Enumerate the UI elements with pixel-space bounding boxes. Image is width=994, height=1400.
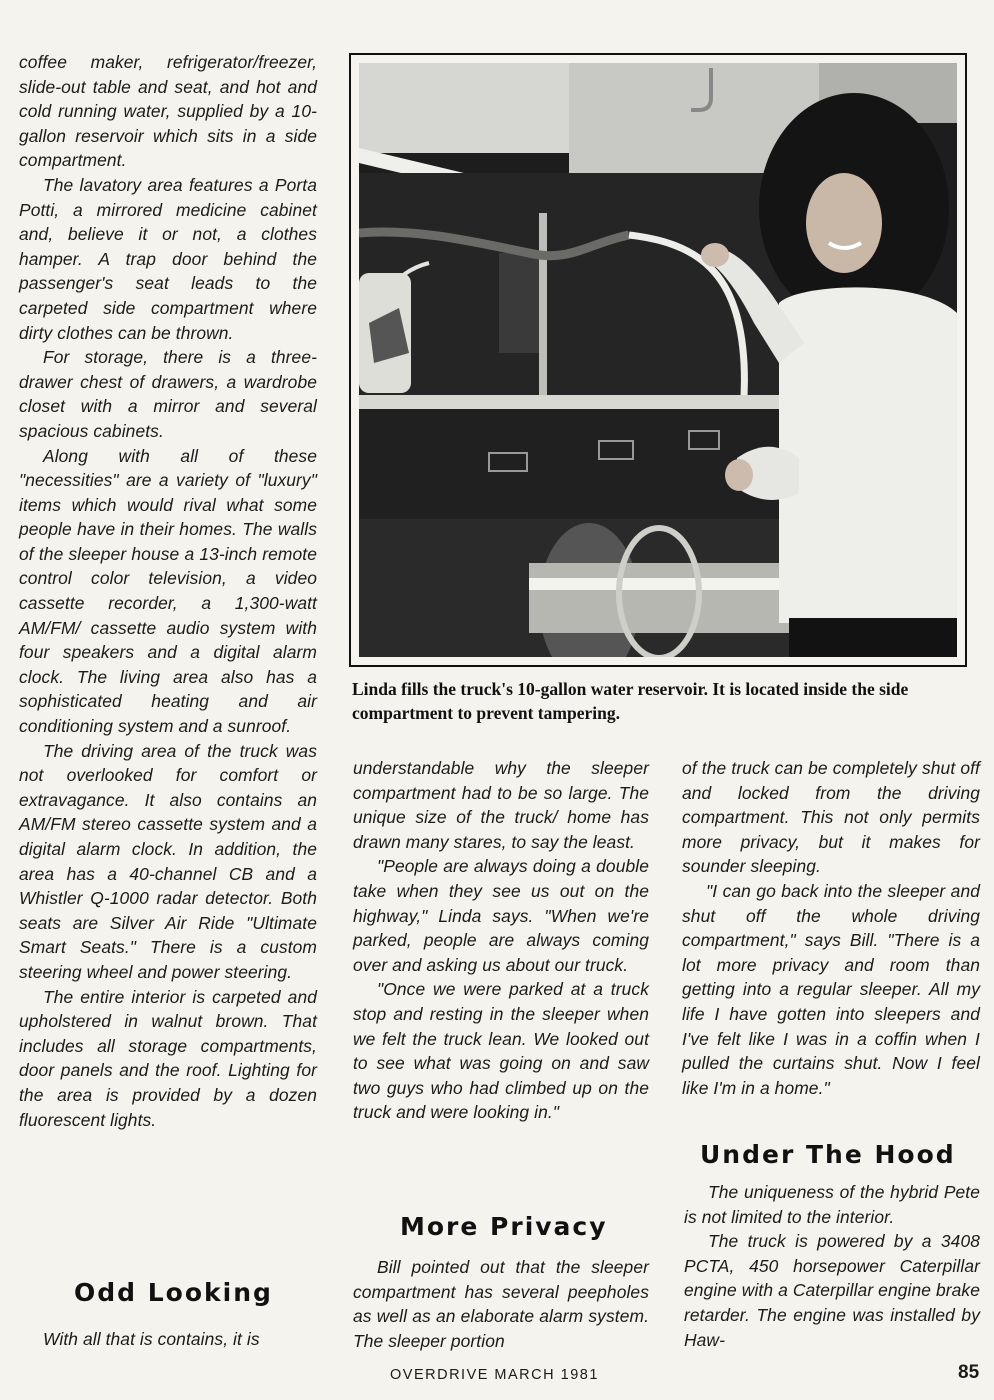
section-heading-under-the-hood: Under The Hood <box>700 1140 956 1169</box>
photo-caption: Linda fills the truck's 10-gallon water reservoir. It is located inside the side compartment to prevent tampering. <box>352 679 909 723</box>
article-column-2-end <box>353 1255 649 1353</box>
paragraph: The driving area of the truck was not overlooked for comfort or extravagance. It also contains an AM/FM stereo cassette system and a digital alarm clock. In addition, the area has a 40-channel CB and a Whistler Q-1000 radar detector. Both seats are Silver Air Ride "Ultimate Smart Seats." There is a custom steering wheel and power steering. <box>19 740 317 982</box>
footer-publication: OVERDRIVE MARCH 1981 <box>390 1367 599 1383</box>
paragraph: Along with all of these "necessities" are a variety of "luxury" items which would rival what some people have in their homes. The walls of the sleeper house a 13-inch remote control color television, a video cassette recorder, a 1,300-watt AM/FM/ cassette audio system with four speakers and a digital alarm clock. The living area also has a sophisticated heating and air conditioning system and a sunroof. <box>19 445 317 737</box>
paragraph: For storage, there is a three-drawer chest of drawers, a wardrobe closet with a mirror and several spacious cabinets. <box>19 347 317 441</box>
article-column-1-end <box>19 1327 319 1352</box>
paragraph: Bill pointed out that the sleeper compartment has several peepholes as well as an elaborate alarm system. The sleeper portion <box>353 1257 649 1351</box>
paragraph: of the truck can be completely shut off and locked from the driving compartment. This not only permits more privacy, but it makes for sounder sleeping. <box>682 758 980 877</box>
paragraph: "Once we were parked at a truck stop and resting in the sleeper when we felt the truck lean. We looked out to see what was going on and saw two guys who had climbed up on the truck and were looking in." <box>353 979 649 1123</box>
section-heading-odd-looking: Odd Looking <box>74 1278 273 1307</box>
article-column-3-end <box>684 1180 980 1352</box>
photo-frame <box>349 53 967 667</box>
paragraph: The lavatory area features a Porta Potti, a mirrored medicine cabinet and, believe it or not, a clothes hamper. A trap door behind the passenger's seat leads to the carpeted side compartment where dirty clothes can be thrown. <box>19 174 317 343</box>
paragraph: With all that is contains, it is <box>43 1329 260 1349</box>
paragraph: "I can go back into the sleeper and shut off the whole driving compartment," says Bill. "There is a lot more privacy and room than getting into a regular sleeper. All my life I have gotten into sleepers and I've felt like I was in a coffin when I pulled the curtains shut. Now I feel like I'm in a home." <box>682 880 980 1098</box>
photo-woman-filling-reservoir <box>359 63 957 657</box>
paragraph: "People are always doing a double take when they see us out on the highway," Linda says. "When we're parked, people are always coming over and asking us about our truck. <box>353 856 649 975</box>
paragraph: coffee maker, refrigerator/freezer, slide-out table and seat, and hot and cold running water, supplied by a 10-gallon reservoir which sits in a side compartment. <box>19 52 317 171</box>
page-number: 85 <box>958 1362 980 1383</box>
paragraph: The entire interior is carpeted and upholstered in walnut brown. That includes all storage compartments, door panels and the roof. Lighting for the area is provided by a dozen fluorescent lights. <box>19 986 317 1130</box>
article-column-2 <box>353 756 649 1125</box>
section-heading-more-privacy: More Privacy <box>400 1212 608 1241</box>
article-column-1 <box>19 50 317 1132</box>
paragraph: understandable why the sleeper compartment had to be so large. The unique size of the truck/ home has drawn many stares, to say the least. <box>353 758 649 852</box>
article-column-3 <box>682 756 980 1100</box>
paragraph: The truck is powered by a 3408 PCTA, 450 horsepower Caterpillar engine with a Caterpillar engine brake retarder. The engine was installed by Haw- <box>684 1231 980 1350</box>
paragraph: The uniqueness of the hybrid Pete is not limited to the interior. <box>684 1182 980 1227</box>
